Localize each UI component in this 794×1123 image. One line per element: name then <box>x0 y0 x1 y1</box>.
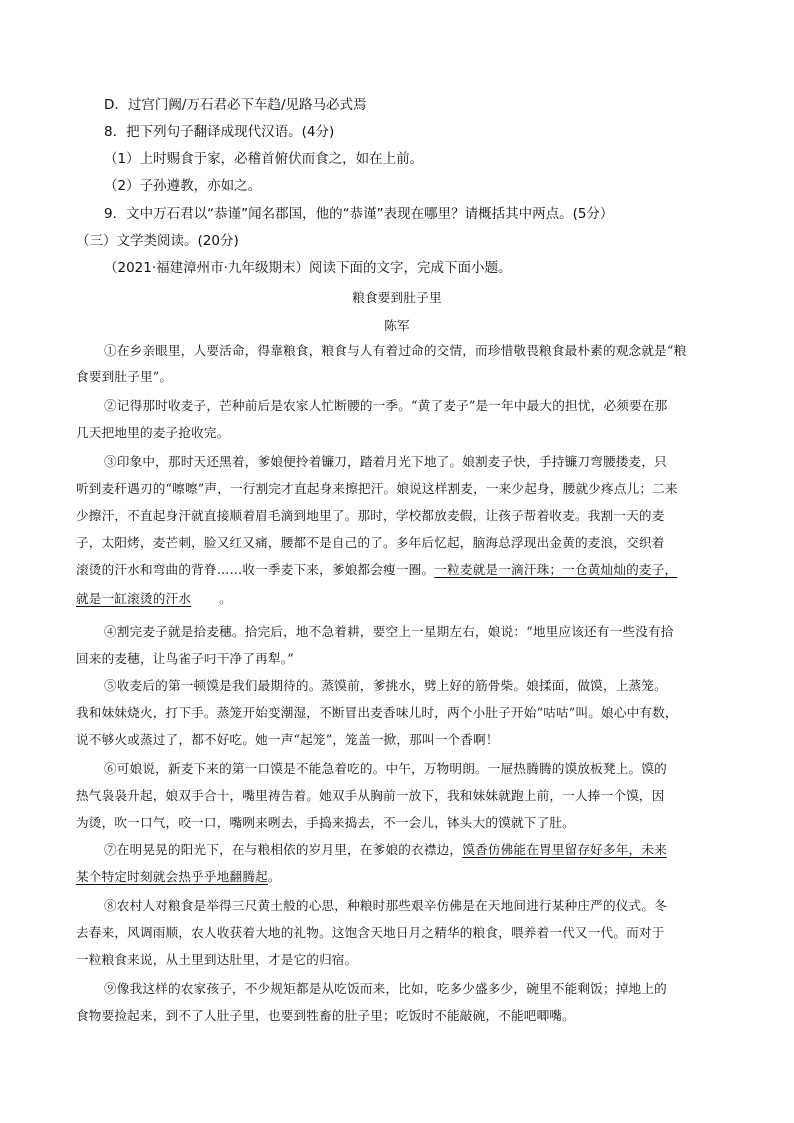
paragraph-3-line-5 <box>76 560 677 580</box>
paragraph-7-line-1 <box>104 840 667 860</box>
paragraph-2-line-2: 几天把地里的麦子抢收完。 <box>76 425 230 440</box>
paragraph-6-line-1: ⑥可娘说，新麦下来的第一口馍是不能急着吃的。中午，万物明朗。一屉热腾腾的馍放板凳上。馍的 <box>104 761 667 776</box>
paragraph-7-line-2-end: 。 <box>267 869 281 884</box>
article-title: 粮食要到肚子里 <box>352 290 442 305</box>
underlined-sentence-2a: 馍香仿佛能在胃里留存好多年，未来 <box>462 842 667 857</box>
paragraph-8-line-2: 去春来，风调雨顺，农人收获着大地的礼物。这饱含天地日月之精华的粮食，喂养着一代又一代。而对于 <box>76 925 665 940</box>
paragraph-6-line-2: 热气袅袅升起，娘双手合十，嘴里祷告着。她双手从胸前一放下，我和妹妹就跑上前，一人捧一个馍，因 <box>76 788 665 803</box>
q8-sub1: （1）上时赐食于家，必稽首俯伏而食之，如在上前。 <box>104 151 424 167</box>
paragraph-3-line-3: 少擦汗，不直起身汗就直接顺着眉毛滴到地里了。那时，学校都放麦假，让孩子帮着收麦。我割一天的麦 <box>76 508 665 523</box>
q9-stem: 9．文中万石君以“恭谨”闻名郡国，他的“恭谨”表现在哪里？请概括其中两点。(5分） <box>104 206 614 222</box>
underlined-sentence-1b: 就是一缸滚烫的汗水 <box>76 591 192 606</box>
paragraph-4-line-2: 回来的麦穗，让鸟雀子叼干净了再犁。” <box>76 651 294 666</box>
source-intro: （2021·福建漳州市·九年级期末）阅读下面的文字，完成下面小题。 <box>104 260 512 276</box>
paragraph-5-line-2: 我和妹妹烧火，打下手。蒸笼开始变潮湿，不断冒出麦香味儿时，两个小肚子开始“咕咕”叫。娘心中有数， <box>76 705 678 720</box>
paragraph-4-line-1: ④割完麦子就是拾麦穗。拾完后，地不急着耕，要空上一星期左右，娘说：“地里应该还有一些没有拾 <box>104 624 674 639</box>
paragraph-3-line-6 <box>76 589 232 609</box>
paragraph-2-line-1: ②记得那时收麦子，芒种前后是农家人忙断腰的一季。“黄了麦子”是一年中最大的担忧，必须要在那 <box>104 398 668 413</box>
q8-sub2: （2）子孙遵教，亦如之。 <box>104 178 262 194</box>
paragraph-9-line-1: ⑨像我这样的农家孩子，不少规矩都是从吃饭而来，比如，吃多少盛多少，碗里不能剩饭；掉地上的 <box>104 981 667 996</box>
paragraph-8-line-1: ⑧农村人对粮食是举得三尺黄土般的心思，种粮时那些艰辛仿佛是在天地间进行某种庄严的仪式。冬 <box>104 898 667 913</box>
paragraph-9-line-2: 食物要捡起来，到不了人肚子里，也要到牲畜的肚子里；吃饭时不能敲碗，不能吧唧嘴。 <box>76 1008 575 1023</box>
paragraph-3-line-1: ③印象中，那时天还黑着，爹娘便拎着镰刀，踏着月光下地了。娘割麦子快，手持镰刀弯腰搂麦，只 <box>104 454 667 469</box>
paragraph-7-line-2 <box>76 867 281 887</box>
paragraph-5-line-3: 说不够火或蒸过了，都不好吃。她一声“起笼”，笼盖一掀，那叫一个香啊！ <box>76 732 499 747</box>
paragraph-3-line-6-end: 。 <box>219 591 232 606</box>
q7-option-d: D．过宫门阙/万石君必下车趋/见路马必式焉 <box>104 97 367 113</box>
paragraph-1-line-1: ①在乡亲眼里，人要活命，得靠粮食，粮食与人有着过命的交情，而珍惜敬畏粮食最朴素的观念就是“粮 <box>104 343 687 358</box>
paragraph-8-line-3: 一粒粮食来说，从土里到达肚里，才是它的归宿。 <box>76 952 358 967</box>
article-author: 陈军 <box>384 318 410 333</box>
paragraph-6-line-3: 为烫，吹一口气，咬一口，嘴咧来咧去，手捣来捣去，不一会儿，钵头大的馍就下了肚。 <box>76 815 575 830</box>
section-heading: （三）文学类阅读。(20分) <box>76 233 239 249</box>
paragraph-7-line-1-text: ⑦在明晃晃的阳光下，在与粮相依的岁月里，在爹娘的衣襟边， <box>104 842 463 857</box>
q8-stem: 8．把下列句子翻译成现代汉语。(4分) <box>104 124 335 140</box>
paragraph-5-line-1: ⑤收麦后的第一顿馍是我们最期待的。蒸馍前，爹挑水，劈上好的筋骨柴。娘揉面，做馍，上蒸笼。 <box>104 678 667 693</box>
paragraph-3-line-2: 听到麦秆遇刃的“嚓嚓”声，一行割完才直起身来擦把汗。娘说这样割麦，一来少起身，腰就少疼点儿；二来 <box>76 481 678 496</box>
paragraph-1-line-2: 食要到肚子里”。 <box>76 369 173 384</box>
underlined-sentence-2b: 某个特定时刻就会热乎乎地翻腾起 <box>76 869 268 884</box>
paragraph-3-line-4: 子，太阳烤，麦芒刺，脸又红又痛，腰都不是自己的了。多年后忆起，脑海总浮现出金黄的麦浪，交织着 <box>76 535 665 550</box>
underlined-sentence-1a: 一粒麦就是一滴汗珠；一仓黄灿灿的麦子， <box>434 562 678 577</box>
paragraph-3-line-5-text: 滚烫的汗水和弯曲的背脊……收一季麦下来，爹娘都会瘦一圈。 <box>76 562 435 577</box>
